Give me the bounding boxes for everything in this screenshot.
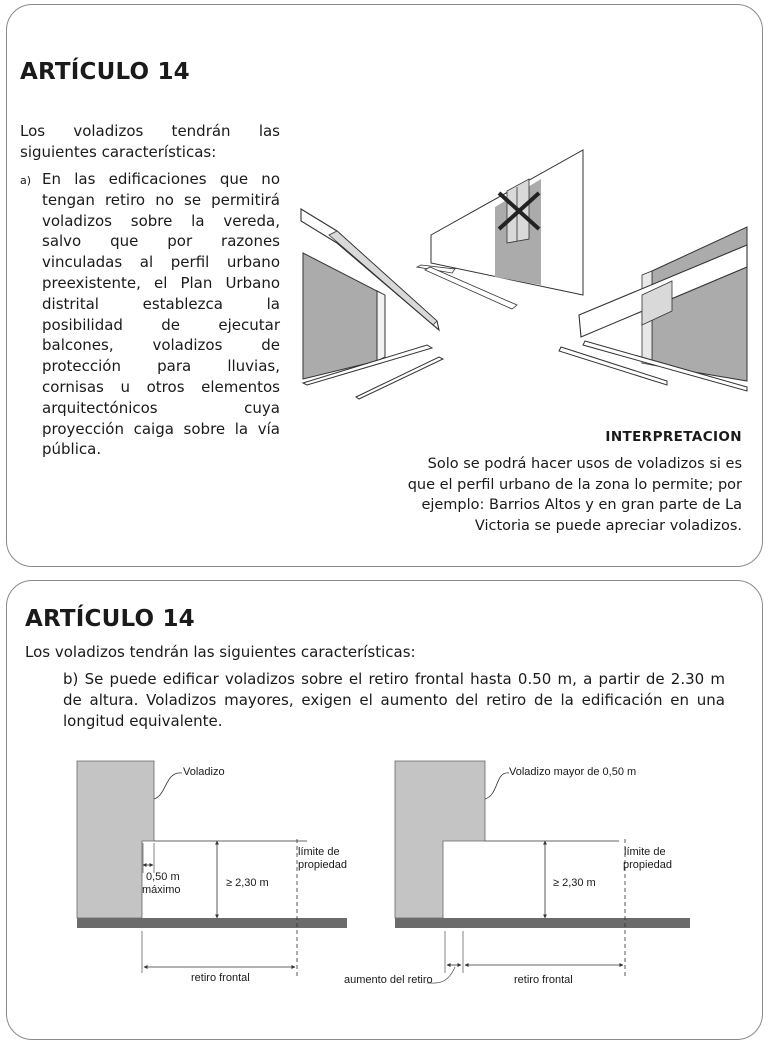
label-max-line2: máximo [142, 884, 181, 896]
label-retiro-frontal: retiro frontal [191, 972, 250, 984]
slide-title: ARTÍCULO 14 [20, 59, 190, 85]
building-section [395, 761, 485, 918]
item-b-text: b) Se puede edificar voladizos sobre el retiro frontal hasta 0.50 m, a partir de 2.30 m de altura. Voladizos mayores, exigen el aumento del retiro de la edificación en una longitud equivalente. [63, 670, 725, 730]
intro-text: Los voladizos tendrán las siguientes características: [25, 643, 416, 661]
slide-article-14-b [6, 580, 763, 1040]
ground-line [395, 918, 690, 928]
interpretation-title: INTERPRETACION [605, 429, 742, 445]
slide-article-14-a [6, 4, 763, 567]
label-limit-line2: propiedad [623, 859, 672, 871]
label-retiro-frontal: retiro frontal [514, 974, 573, 986]
label-limit-line1: límite de [624, 846, 666, 858]
item-marker: a) [20, 174, 32, 187]
voladizo-diagrams [7, 581, 764, 1041]
item-a-text: En las edificaciones que no tengan retiro no se permitirá voladizos sobre la vereda, salvo que por razones vinculadas al perfil urbano preexistente, el Plan Urbano distrital establezca la posibilidad de ejecutar balcones, voladizos de protección para lluvias, cornisas u otros elementos arquitectónicos cuya proyección caiga sobre la vía pública. [42, 170, 280, 459]
label-limit-line1: límite de [298, 846, 340, 858]
label-max-line1: 0,50 m [146, 871, 180, 883]
intro-text: Los voladizos tendrán las siguientes características: [20, 122, 280, 161]
label-voladizo-mayor: Voladizo mayor de 0,50 m [509, 766, 637, 778]
label-voladizo: Voladizo [183, 766, 225, 778]
ground-line [77, 918, 347, 928]
interpretation-text: Solo se podrá hacer usos de voladizos si es que el perfil urbano de la zona lo permite; por ejemplo: Barrios Altos y en gran parte de La Victoria se puede apreciar voladizos. [407, 456, 742, 534]
left-building-wall [303, 253, 377, 379]
label-limit-line2: propiedad [298, 859, 347, 871]
slide-title: ARTÍCULO 14 [25, 606, 195, 632]
label-height: ≥ 2,30 m [553, 877, 596, 889]
label-height: ≥ 2,30 m [226, 877, 269, 889]
label-aumento-retiro: aumento del retiro [344, 974, 433, 986]
diagram-larger-overhang [395, 761, 690, 983]
